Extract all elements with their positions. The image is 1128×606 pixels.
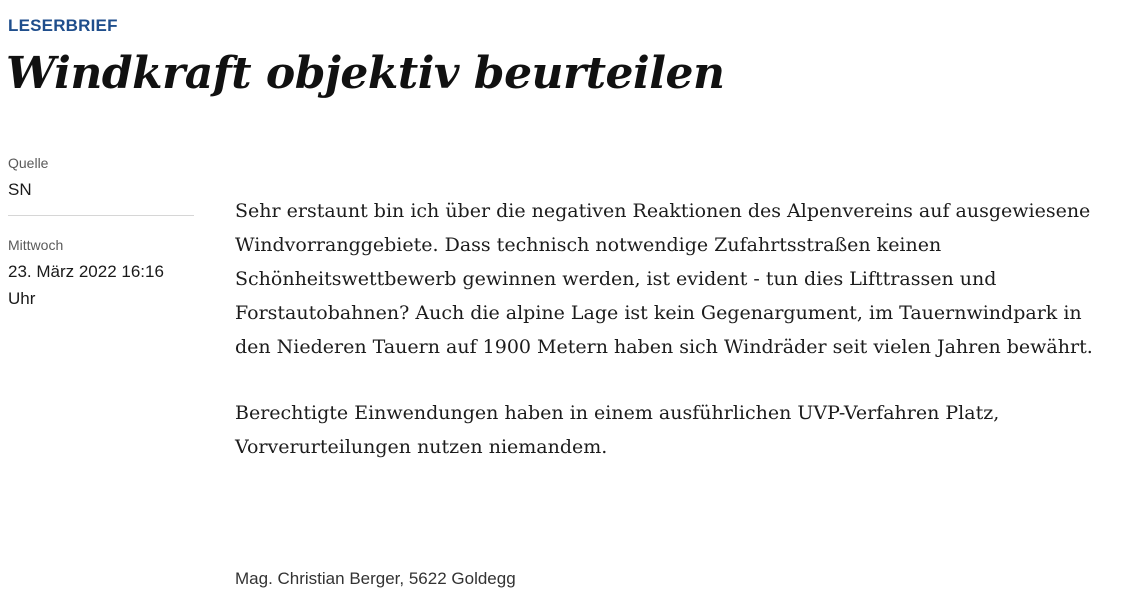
article-kicker: LESERBRIEF: [8, 16, 118, 35]
article-paragraph: Sehr erstaunt bin ich über die negativen Reaktionen des Alpenvereins auf ausgewiesene Windvorranggebiete. Dass technisch notwendige Zufahrtsstraßen keinen Schönheitswettbewerb gewinnen werden, ist evident - tun dies Lifttrassen und Forstautobahnen? Auch die alpine Lage ist kein Gegenargument, im Tauernwindpark in den Niederen Tauern auf 1900 Metern haben sich Windräder seit vielen Jahren bewährt.: [235, 200, 1093, 358]
meta-date-value: 23. März 2022 16:16 Uhr: [8, 262, 164, 308]
article-body: [235, 194, 1105, 496]
meta-source-value: SN: [8, 180, 32, 199]
article-paragraph: Berechtigte Einwendungen haben in einem ausführlichen UVP-Verfahren Platz, Vorverurteilungen nutzen niemandem.: [235, 402, 1000, 458]
article-headline: Windkraft objektiv beurteilen: [6, 48, 725, 99]
article-meta: [8, 154, 194, 324]
meta-date: [8, 215, 194, 324]
meta-source-label: Quelle: [8, 155, 49, 171]
article-author: Mag. Christian Berger, 5622 Goldegg: [235, 569, 516, 588]
meta-date-label: Mittwoch: [8, 237, 64, 253]
meta-source: [8, 154, 194, 215]
